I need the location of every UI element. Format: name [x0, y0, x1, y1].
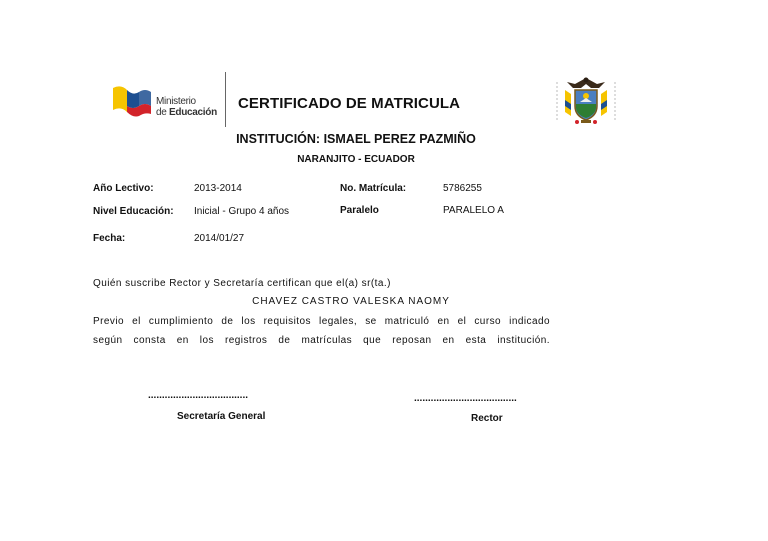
paragraph-line-2: según consta en los registros de matrículas que reposan en esta institución. [93, 335, 550, 346]
secretaria-signature-label: Secretaría General [177, 411, 266, 422]
anio-lectivo-value: 2013-2014 [194, 183, 242, 194]
logo-line2-bold: Educación [169, 107, 217, 118]
nivel-educacion-label: Nivel Educación: [93, 206, 174, 217]
fecha-value: 2014/01/27 [194, 233, 245, 244]
ministerio-educacion-logo [111, 82, 226, 122]
logo-line2-prefix: de [156, 107, 170, 118]
matricula-value: 5786255 [443, 183, 482, 194]
ecuador-coat-of-arms-icon [553, 72, 619, 128]
fecha-label: Fecha: [93, 233, 126, 244]
rector-signature-label: Rector [471, 413, 503, 424]
logo-line1: Ministerio [156, 96, 196, 107]
paragraph-line-1: Previo el cumplimiento de los requisitos legales, se matriculó en el curso indicado [93, 316, 550, 327]
ecuador-flag-icon [111, 84, 153, 118]
institution-name: INSTITUCIÓN: ISMAEL PEREZ PAZMIÑO [236, 132, 476, 146]
coat-of-arms [553, 72, 619, 128]
paralelo-label: Paralelo [340, 205, 379, 216]
header-divider [225, 72, 226, 127]
rector-signature-line: ..................................... [414, 393, 517, 404]
logo-text [156, 96, 217, 118]
student-name: CHAVEZ CASTRO VALESKA NAOMY [252, 296, 450, 307]
paralelo-value: PARALELO A [443, 205, 504, 216]
matricula-label: No. Matrícula: [340, 183, 407, 194]
secretaria-signature-line: .................................... [148, 390, 249, 401]
anio-lectivo-label: Año Lectivo: [93, 183, 154, 194]
certificate-title: CERTIFICADO DE MATRICULA [238, 95, 461, 112]
institution-city: NARANJITO - ECUADOR [297, 154, 415, 165]
certification-intro: Quién suscribe Rector y Secretaría certifican que el(a) sr(ta.) [93, 278, 391, 289]
nivel-educacion-value: Inicial - Grupo 4 años [194, 206, 290, 217]
